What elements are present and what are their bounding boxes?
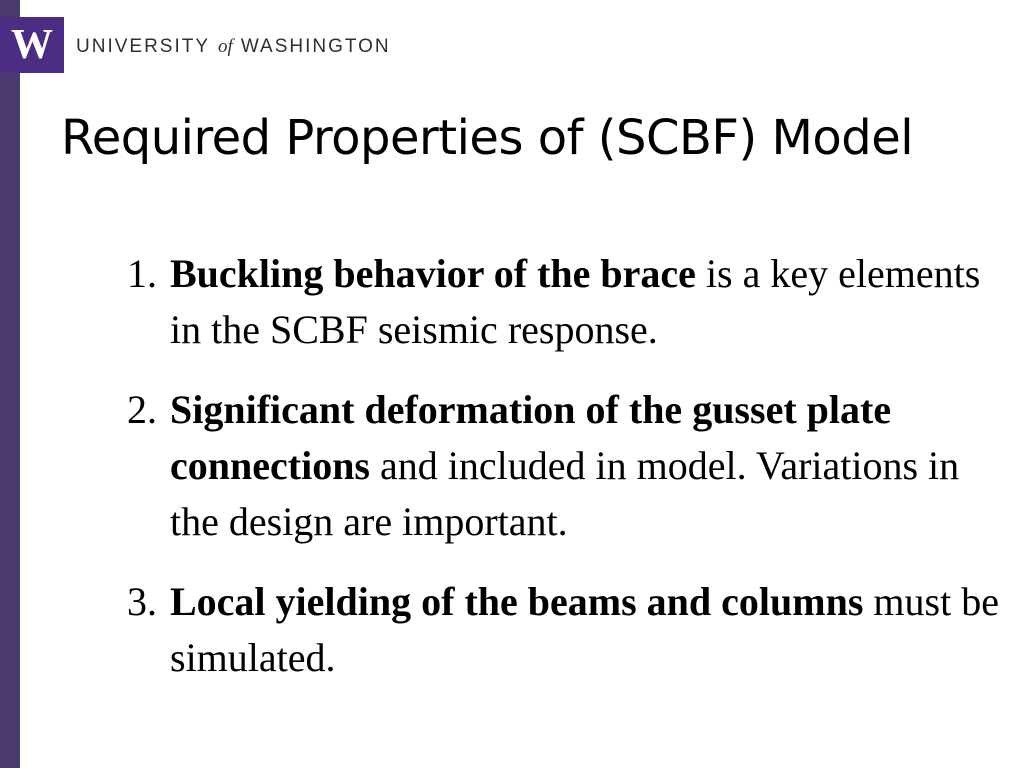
- item-number: 2.: [127, 387, 157, 432]
- item-text: [170, 574, 1007, 686]
- logo-letter: W: [11, 22, 53, 68]
- list-item: [127, 246, 1007, 358]
- university-wordmark: [76, 36, 391, 60]
- left-accent-bar: [0, 0, 20, 768]
- item-rest-text: is a key elements in the SCBF seismic response.: [170, 251, 981, 352]
- list-item: [127, 574, 1007, 686]
- wordmark-of: of: [218, 36, 233, 57]
- item-bold-text: Significant deformation of the gusset plate connections: [170, 387, 892, 488]
- slide-title: Required Properties of (SCBF) Model: [61, 110, 914, 166]
- uw-logo: [0, 17, 64, 73]
- item-text: [170, 246, 1007, 358]
- properties-list: [127, 246, 1007, 710]
- item-number: 1.: [127, 251, 157, 296]
- item-rest-text: and included in model. Variations in the design are important.: [170, 443, 960, 544]
- item-number: 3.: [127, 579, 157, 624]
- item-bold-text: Local yielding of the beams and columns: [170, 579, 864, 624]
- item-text: [170, 382, 1007, 550]
- item-rest-text: must be simulated.: [170, 579, 999, 680]
- item-bold-text: Buckling behavior of the brace: [170, 251, 696, 296]
- list-item: [127, 382, 1007, 550]
- wordmark-university: UNIVERSITY: [76, 36, 211, 57]
- wordmark-washington: WASHINGTON: [240, 36, 391, 57]
